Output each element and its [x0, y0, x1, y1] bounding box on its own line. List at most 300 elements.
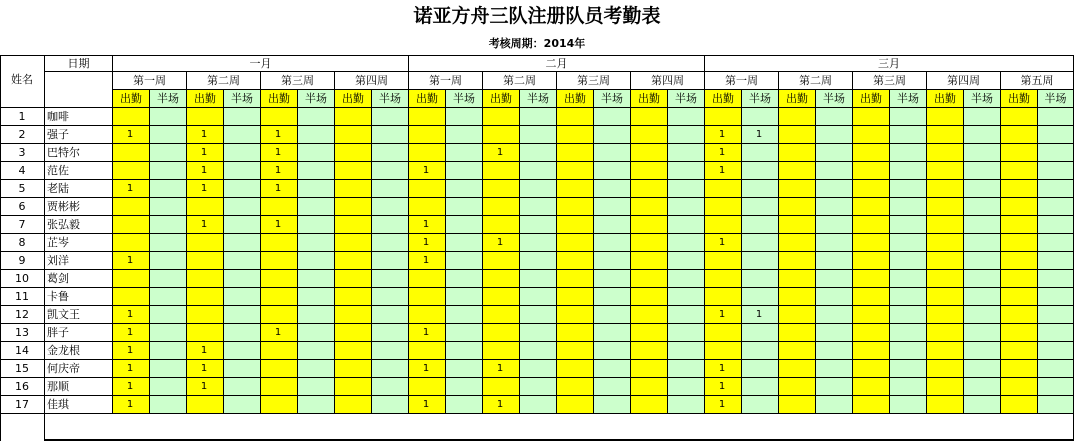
half-cell[interactable]	[816, 216, 853, 234]
half-cell[interactable]	[150, 342, 187, 360]
half-cell[interactable]	[224, 252, 261, 270]
attend-cell[interactable]	[409, 288, 446, 306]
half-cell[interactable]	[890, 378, 927, 396]
attend-cell[interactable]	[557, 144, 594, 162]
half-cell[interactable]	[372, 252, 409, 270]
attend-cell[interactable]	[409, 126, 446, 144]
attend-cell[interactable]	[483, 198, 520, 216]
attend-cell[interactable]	[631, 252, 668, 270]
attend-cell[interactable]	[261, 126, 298, 144]
attend-cell[interactable]	[779, 126, 816, 144]
half-cell[interactable]	[446, 144, 483, 162]
attend-cell[interactable]	[557, 342, 594, 360]
attend-cell[interactable]	[113, 306, 150, 324]
half-cell[interactable]	[298, 126, 335, 144]
attend-cell[interactable]	[483, 378, 520, 396]
attend-cell[interactable]	[335, 378, 372, 396]
half-cell[interactable]	[446, 396, 483, 414]
half-cell[interactable]	[520, 306, 557, 324]
half-cell[interactable]	[964, 234, 1001, 252]
attend-cell[interactable]	[187, 252, 224, 270]
attend-cell[interactable]	[853, 270, 890, 288]
attend-cell[interactable]	[187, 216, 224, 234]
half-cell[interactable]	[298, 216, 335, 234]
attend-cell[interactable]	[631, 396, 668, 414]
attend-cell[interactable]	[409, 306, 446, 324]
attend-cell[interactable]	[779, 216, 816, 234]
attend-cell[interactable]	[187, 288, 224, 306]
half-cell[interactable]	[446, 252, 483, 270]
attend-cell[interactable]	[261, 108, 298, 126]
half-cell[interactable]	[446, 378, 483, 396]
attend-cell[interactable]	[557, 270, 594, 288]
attend-cell[interactable]	[483, 306, 520, 324]
half-cell[interactable]	[742, 108, 779, 126]
attend-cell[interactable]	[853, 324, 890, 342]
attend-cell[interactable]	[557, 108, 594, 126]
half-cell[interactable]	[964, 360, 1001, 378]
attend-cell[interactable]	[927, 144, 964, 162]
half-cell[interactable]	[668, 378, 705, 396]
half-cell[interactable]	[298, 252, 335, 270]
half-cell[interactable]	[816, 360, 853, 378]
attend-cell[interactable]	[187, 342, 224, 360]
attend-cell[interactable]	[1001, 144, 1038, 162]
half-cell[interactable]	[224, 324, 261, 342]
attend-cell[interactable]	[927, 108, 964, 126]
half-cell[interactable]	[520, 180, 557, 198]
half-cell[interactable]	[372, 234, 409, 252]
attend-cell[interactable]	[779, 288, 816, 306]
attend-cell[interactable]	[631, 180, 668, 198]
half-cell[interactable]	[964, 198, 1001, 216]
half-cell[interactable]	[446, 216, 483, 234]
half-cell[interactable]	[816, 396, 853, 414]
half-cell[interactable]	[890, 252, 927, 270]
half-cell[interactable]	[298, 144, 335, 162]
half-cell[interactable]	[964, 270, 1001, 288]
half-cell[interactable]	[520, 234, 557, 252]
half-cell[interactable]	[668, 162, 705, 180]
half-cell[interactable]	[1038, 252, 1074, 270]
attend-cell[interactable]	[631, 360, 668, 378]
attend-cell[interactable]	[705, 216, 742, 234]
half-cell[interactable]	[298, 396, 335, 414]
half-cell[interactable]	[594, 288, 631, 306]
half-cell[interactable]	[372, 396, 409, 414]
half-cell[interactable]	[668, 180, 705, 198]
attend-cell[interactable]	[335, 108, 372, 126]
half-cell[interactable]	[446, 288, 483, 306]
half-cell[interactable]	[742, 234, 779, 252]
half-cell[interactable]	[372, 306, 409, 324]
half-cell[interactable]	[520, 216, 557, 234]
attend-cell[interactable]	[113, 108, 150, 126]
half-cell[interactable]	[372, 270, 409, 288]
attend-cell[interactable]	[705, 252, 742, 270]
attend-cell[interactable]	[1001, 126, 1038, 144]
attend-cell[interactable]	[779, 144, 816, 162]
attend-cell[interactable]	[927, 126, 964, 144]
attend-cell[interactable]	[1001, 342, 1038, 360]
half-cell[interactable]	[224, 198, 261, 216]
half-cell[interactable]	[668, 126, 705, 144]
attend-cell[interactable]	[853, 378, 890, 396]
half-cell[interactable]	[446, 198, 483, 216]
attend-cell[interactable]	[483, 144, 520, 162]
half-cell[interactable]	[298, 342, 335, 360]
attend-cell[interactable]	[631, 342, 668, 360]
attend-cell[interactable]	[853, 162, 890, 180]
half-cell[interactable]	[594, 144, 631, 162]
half-cell[interactable]	[298, 378, 335, 396]
half-cell[interactable]	[520, 162, 557, 180]
half-cell[interactable]	[594, 342, 631, 360]
attend-cell[interactable]	[705, 144, 742, 162]
attend-cell[interactable]	[705, 198, 742, 216]
attend-cell[interactable]	[187, 108, 224, 126]
attend-cell[interactable]	[631, 306, 668, 324]
attend-cell[interactable]	[483, 342, 520, 360]
attend-cell[interactable]	[261, 396, 298, 414]
half-cell[interactable]	[224, 216, 261, 234]
attend-cell[interactable]	[187, 162, 224, 180]
attend-cell[interactable]	[779, 180, 816, 198]
attend-cell[interactable]	[113, 360, 150, 378]
attend-cell[interactable]	[927, 198, 964, 216]
attend-cell[interactable]	[705, 396, 742, 414]
attend-cell[interactable]	[705, 270, 742, 288]
half-cell[interactable]	[742, 216, 779, 234]
attend-cell[interactable]	[335, 360, 372, 378]
attend-cell[interactable]	[335, 324, 372, 342]
attend-cell[interactable]	[187, 360, 224, 378]
attend-cell[interactable]	[779, 162, 816, 180]
half-cell[interactable]	[964, 342, 1001, 360]
half-cell[interactable]	[668, 144, 705, 162]
half-cell[interactable]	[742, 270, 779, 288]
half-cell[interactable]	[298, 162, 335, 180]
half-cell[interactable]	[298, 360, 335, 378]
attend-cell[interactable]	[853, 198, 890, 216]
half-cell[interactable]	[594, 360, 631, 378]
half-cell[interactable]	[668, 306, 705, 324]
attend-cell[interactable]	[187, 198, 224, 216]
half-cell[interactable]	[594, 270, 631, 288]
attend-cell[interactable]	[483, 252, 520, 270]
attend-cell[interactable]	[261, 180, 298, 198]
half-cell[interactable]	[372, 378, 409, 396]
attend-cell[interactable]	[853, 306, 890, 324]
half-cell[interactable]	[668, 324, 705, 342]
attend-cell[interactable]	[927, 378, 964, 396]
attend-cell[interactable]	[409, 180, 446, 198]
attend-cell[interactable]	[705, 378, 742, 396]
attend-cell[interactable]	[483, 396, 520, 414]
attend-cell[interactable]	[927, 162, 964, 180]
half-cell[interactable]	[298, 288, 335, 306]
half-cell[interactable]	[742, 198, 779, 216]
half-cell[interactable]	[1038, 162, 1074, 180]
half-cell[interactable]	[150, 180, 187, 198]
attend-cell[interactable]	[631, 234, 668, 252]
half-cell[interactable]	[890, 306, 927, 324]
half-cell[interactable]	[1038, 360, 1074, 378]
half-cell[interactable]	[224, 180, 261, 198]
half-cell[interactable]	[372, 324, 409, 342]
attend-cell[interactable]	[261, 378, 298, 396]
half-cell[interactable]	[742, 126, 779, 144]
attend-cell[interactable]	[779, 108, 816, 126]
half-cell[interactable]	[298, 108, 335, 126]
attend-cell[interactable]	[705, 324, 742, 342]
attend-cell[interactable]	[853, 180, 890, 198]
half-cell[interactable]	[594, 180, 631, 198]
half-cell[interactable]	[816, 252, 853, 270]
attend-cell[interactable]	[631, 126, 668, 144]
attend-cell[interactable]	[335, 198, 372, 216]
half-cell[interactable]	[964, 288, 1001, 306]
attend-cell[interactable]	[113, 216, 150, 234]
half-cell[interactable]	[890, 162, 927, 180]
half-cell[interactable]	[890, 342, 927, 360]
half-cell[interactable]	[224, 378, 261, 396]
half-cell[interactable]	[668, 342, 705, 360]
half-cell[interactable]	[742, 324, 779, 342]
attend-cell[interactable]	[779, 198, 816, 216]
attend-cell[interactable]	[483, 126, 520, 144]
attend-cell[interactable]	[261, 216, 298, 234]
half-cell[interactable]	[372, 108, 409, 126]
attend-cell[interactable]	[261, 360, 298, 378]
half-cell[interactable]	[816, 180, 853, 198]
half-cell[interactable]	[224, 396, 261, 414]
attend-cell[interactable]	[335, 180, 372, 198]
half-cell[interactable]	[816, 324, 853, 342]
half-cell[interactable]	[816, 126, 853, 144]
attend-cell[interactable]	[409, 360, 446, 378]
half-cell[interactable]	[372, 216, 409, 234]
half-cell[interactable]	[816, 288, 853, 306]
attend-cell[interactable]	[483, 270, 520, 288]
half-cell[interactable]	[446, 306, 483, 324]
attend-cell[interactable]	[557, 162, 594, 180]
attend-cell[interactable]	[335, 216, 372, 234]
half-cell[interactable]	[520, 288, 557, 306]
half-cell[interactable]	[224, 360, 261, 378]
half-cell[interactable]	[594, 108, 631, 126]
attend-cell[interactable]	[187, 144, 224, 162]
half-cell[interactable]	[816, 234, 853, 252]
half-cell[interactable]	[964, 306, 1001, 324]
attend-cell[interactable]	[853, 144, 890, 162]
half-cell[interactable]	[1038, 198, 1074, 216]
attend-cell[interactable]	[557, 216, 594, 234]
attend-cell[interactable]	[779, 306, 816, 324]
attend-cell[interactable]	[335, 126, 372, 144]
half-cell[interactable]	[1038, 234, 1074, 252]
half-cell[interactable]	[224, 288, 261, 306]
attend-cell[interactable]	[187, 324, 224, 342]
attend-cell[interactable]	[409, 108, 446, 126]
attend-cell[interactable]	[631, 144, 668, 162]
half-cell[interactable]	[298, 306, 335, 324]
half-cell[interactable]	[372, 126, 409, 144]
attend-cell[interactable]	[705, 234, 742, 252]
attend-cell[interactable]	[557, 324, 594, 342]
half-cell[interactable]	[150, 324, 187, 342]
attend-cell[interactable]	[113, 144, 150, 162]
half-cell[interactable]	[372, 162, 409, 180]
half-cell[interactable]	[890, 144, 927, 162]
half-cell[interactable]	[742, 360, 779, 378]
half-cell[interactable]	[964, 216, 1001, 234]
half-cell[interactable]	[150, 252, 187, 270]
attend-cell[interactable]	[631, 378, 668, 396]
attend-cell[interactable]	[1001, 252, 1038, 270]
half-cell[interactable]	[594, 306, 631, 324]
attend-cell[interactable]	[631, 198, 668, 216]
attend-cell[interactable]	[335, 144, 372, 162]
attend-cell[interactable]	[927, 360, 964, 378]
attend-cell[interactable]	[927, 324, 964, 342]
half-cell[interactable]	[446, 324, 483, 342]
attend-cell[interactable]	[261, 144, 298, 162]
attend-cell[interactable]	[779, 396, 816, 414]
attend-cell[interactable]	[1001, 198, 1038, 216]
half-cell[interactable]	[298, 198, 335, 216]
attend-cell[interactable]	[1001, 234, 1038, 252]
half-cell[interactable]	[372, 144, 409, 162]
attend-cell[interactable]	[853, 252, 890, 270]
half-cell[interactable]	[816, 144, 853, 162]
attend-cell[interactable]	[187, 306, 224, 324]
attend-cell[interactable]	[335, 396, 372, 414]
half-cell[interactable]	[520, 378, 557, 396]
half-cell[interactable]	[1038, 306, 1074, 324]
attend-cell[interactable]	[483, 180, 520, 198]
attend-cell[interactable]	[1001, 162, 1038, 180]
attend-cell[interactable]	[927, 342, 964, 360]
half-cell[interactable]	[150, 270, 187, 288]
attend-cell[interactable]	[853, 396, 890, 414]
half-cell[interactable]	[1038, 144, 1074, 162]
half-cell[interactable]	[372, 180, 409, 198]
half-cell[interactable]	[890, 324, 927, 342]
half-cell[interactable]	[150, 234, 187, 252]
attend-cell[interactable]	[261, 234, 298, 252]
half-cell[interactable]	[150, 306, 187, 324]
attend-cell[interactable]	[705, 306, 742, 324]
half-cell[interactable]	[446, 180, 483, 198]
attend-cell[interactable]	[927, 396, 964, 414]
attend-cell[interactable]	[113, 378, 150, 396]
attend-cell[interactable]	[1001, 378, 1038, 396]
half-cell[interactable]	[594, 396, 631, 414]
half-cell[interactable]	[668, 288, 705, 306]
attend-cell[interactable]	[113, 396, 150, 414]
half-cell[interactable]	[964, 252, 1001, 270]
attend-cell[interactable]	[779, 342, 816, 360]
half-cell[interactable]	[298, 270, 335, 288]
attend-cell[interactable]	[705, 162, 742, 180]
half-cell[interactable]	[150, 198, 187, 216]
half-cell[interactable]	[742, 288, 779, 306]
half-cell[interactable]	[298, 234, 335, 252]
attend-cell[interactable]	[557, 234, 594, 252]
half-cell[interactable]	[594, 252, 631, 270]
attend-cell[interactable]	[631, 324, 668, 342]
attend-cell[interactable]	[187, 126, 224, 144]
half-cell[interactable]	[890, 198, 927, 216]
attend-cell[interactable]	[113, 126, 150, 144]
attend-cell[interactable]	[1001, 180, 1038, 198]
half-cell[interactable]	[668, 396, 705, 414]
half-cell[interactable]	[1038, 396, 1074, 414]
half-cell[interactable]	[298, 324, 335, 342]
attend-cell[interactable]	[1001, 360, 1038, 378]
attend-cell[interactable]	[705, 342, 742, 360]
half-cell[interactable]	[594, 198, 631, 216]
attend-cell[interactable]	[779, 234, 816, 252]
half-cell[interactable]	[1038, 126, 1074, 144]
attend-cell[interactable]	[483, 108, 520, 126]
half-cell[interactable]	[742, 396, 779, 414]
half-cell[interactable]	[150, 360, 187, 378]
attend-cell[interactable]	[927, 288, 964, 306]
attend-cell[interactable]	[409, 396, 446, 414]
attend-cell[interactable]	[187, 180, 224, 198]
attend-cell[interactable]	[187, 396, 224, 414]
attend-cell[interactable]	[335, 252, 372, 270]
attend-cell[interactable]	[557, 180, 594, 198]
half-cell[interactable]	[964, 396, 1001, 414]
attend-cell[interactable]	[483, 234, 520, 252]
half-cell[interactable]	[520, 252, 557, 270]
half-cell[interactable]	[890, 396, 927, 414]
attend-cell[interactable]	[779, 378, 816, 396]
half-cell[interactable]	[742, 252, 779, 270]
half-cell[interactable]	[1038, 180, 1074, 198]
half-cell[interactable]	[668, 108, 705, 126]
half-cell[interactable]	[964, 162, 1001, 180]
attend-cell[interactable]	[261, 288, 298, 306]
attend-cell[interactable]	[1001, 108, 1038, 126]
half-cell[interactable]	[224, 306, 261, 324]
half-cell[interactable]	[1038, 216, 1074, 234]
half-cell[interactable]	[668, 198, 705, 216]
attend-cell[interactable]	[1001, 288, 1038, 306]
attend-cell[interactable]	[779, 360, 816, 378]
attend-cell[interactable]	[335, 288, 372, 306]
attend-cell[interactable]	[335, 306, 372, 324]
half-cell[interactable]	[594, 126, 631, 144]
half-cell[interactable]	[668, 234, 705, 252]
half-cell[interactable]	[520, 144, 557, 162]
attend-cell[interactable]	[261, 342, 298, 360]
attend-cell[interactable]	[853, 216, 890, 234]
attend-cell[interactable]	[853, 360, 890, 378]
half-cell[interactable]	[816, 108, 853, 126]
half-cell[interactable]	[224, 162, 261, 180]
half-cell[interactable]	[742, 342, 779, 360]
attend-cell[interactable]	[261, 270, 298, 288]
half-cell[interactable]	[446, 342, 483, 360]
half-cell[interactable]	[298, 180, 335, 198]
attend-cell[interactable]	[113, 342, 150, 360]
half-cell[interactable]	[224, 108, 261, 126]
half-cell[interactable]	[224, 144, 261, 162]
